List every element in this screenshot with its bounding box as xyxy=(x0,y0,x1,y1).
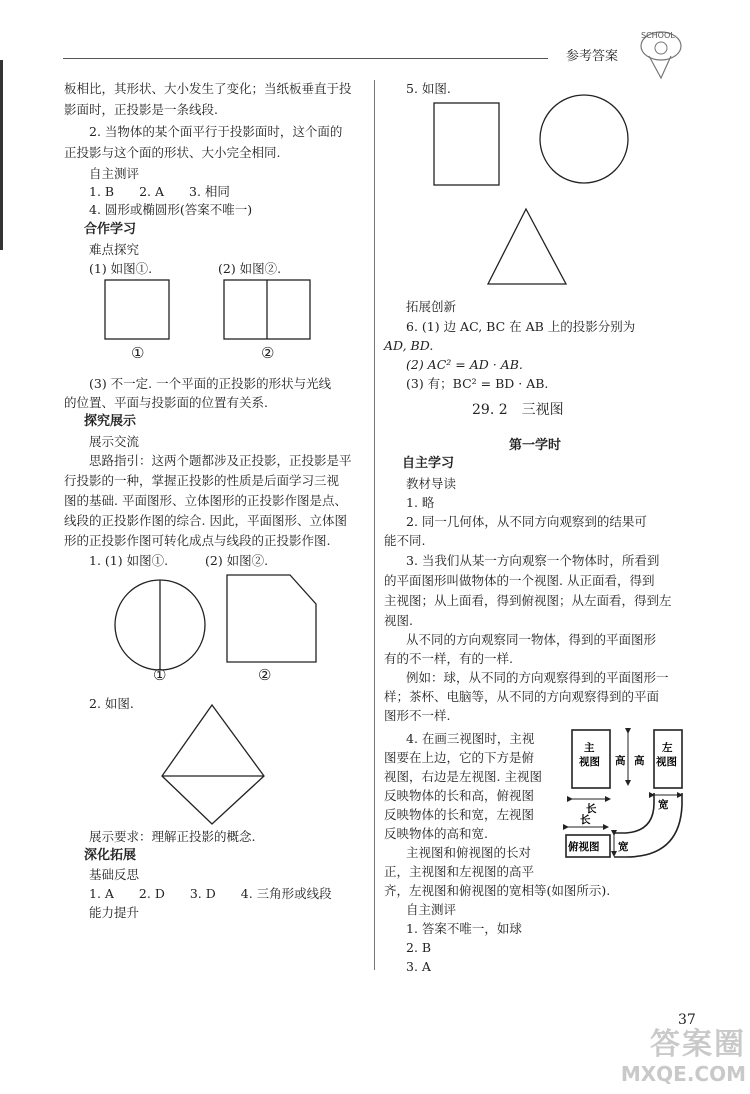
paragraph-5a: 例如：球，从不同的方向观察得到的平面图形一 xyxy=(406,670,669,685)
three-view-diagram xyxy=(562,725,712,860)
figure-caption-1: (1) 如图①. xyxy=(89,261,153,276)
square-figure-1 xyxy=(100,278,175,343)
subhead-display-exchange: 展示交流 xyxy=(89,434,140,449)
height-label-1: 高 xyxy=(615,755,626,767)
question-1-caption-a: 1. (1) 如图①. xyxy=(89,553,169,568)
watermark-line-1: 答案圈 xyxy=(650,1027,746,1062)
paragraph-6b: 图要在上边，它的下方是俯 xyxy=(384,750,535,765)
width-label-2: 宽 xyxy=(618,841,629,853)
rectangle-figure xyxy=(430,100,505,190)
subhead-ability: 能力提升 xyxy=(89,905,140,920)
circle-figure-right xyxy=(537,93,637,188)
circle-figure xyxy=(112,578,212,673)
question-6c: (2) AC² = AD · AB. xyxy=(406,357,523,372)
heading-deepen-expand: 深化拓展 xyxy=(84,848,137,863)
right-answer-3d: 视图. xyxy=(384,613,413,628)
answers-2: 4. 圆形或椭圆形(答案不唯一) xyxy=(89,202,253,217)
figure-mark-1: ① xyxy=(131,344,145,362)
header-title: 参考答案 xyxy=(566,49,619,64)
diamond-figure xyxy=(160,702,270,827)
guide-line-2: 行投影的一种，掌握正投影的性质是后面学习三视 xyxy=(64,473,340,488)
watermark xyxy=(618,1028,746,1092)
paragraph-5b: 样；茶杯、电脑等，从不同的方向观察得到的平面 xyxy=(384,689,660,704)
page-number: 37 xyxy=(678,1012,696,1028)
display-requirement: 展示要求：理解正投影的概念. xyxy=(89,829,256,844)
paragraph-7c: 齐，左视图和俯视图的宽相等(如图所示). xyxy=(384,883,611,898)
basic-answers: 1. A 2. D 3. D 4. 三角形或线段 xyxy=(89,886,332,901)
height-label-2: 高 xyxy=(634,755,645,767)
length-label-1: 长 xyxy=(586,803,597,815)
left-view-label-1: 左 xyxy=(662,742,673,754)
right-answer-3b: 的平面图形叫做物体的一个视图. 从正面看，得到 xyxy=(384,573,655,588)
top-view-label: 俯视图 xyxy=(568,841,600,853)
right-answer-2a: 2. 同一几何体，从不同方向观察到的结果可 xyxy=(406,514,647,529)
column-divider xyxy=(374,80,375,970)
pentagon-figure xyxy=(222,572,322,667)
left-line-2: 影面时，正投影是一条线段. xyxy=(64,102,218,117)
right-answer-2b: 能不同. xyxy=(384,533,426,548)
question-2-caption: 2. 如图. xyxy=(89,696,134,711)
figure-mark-2: ② xyxy=(261,344,275,362)
figure-mark-4: ② xyxy=(258,666,272,684)
subhead-self-test-2: 自主测评 xyxy=(406,902,457,917)
front-view-label-1: 主 xyxy=(584,742,595,754)
guide-line-5: 形的正投影作图可转化成点与线段的正投影作图. xyxy=(64,533,331,548)
subhead-textbook-guide: 教材导读 xyxy=(406,476,457,491)
school-logo xyxy=(635,28,691,80)
subhead-self-test-1: 自主测评 xyxy=(89,166,140,181)
paragraph-7b: 正，主视图和左视图的高平 xyxy=(384,864,535,879)
front-view-label-2: 视图 xyxy=(579,756,600,768)
question-5-caption: 5. 如图. xyxy=(406,81,451,96)
left-line-4: 正投影与这个面的形状、大小完全相同. xyxy=(64,145,281,160)
guide-line-1: 思路指引：这两个题都涉及正投影，正投影是平 xyxy=(89,453,352,468)
question-6d: (3) 有；BC² = BD · AB. xyxy=(406,376,549,391)
left-view-label-2: 视图 xyxy=(656,756,677,768)
length-label-2: 长 xyxy=(580,814,591,826)
left-line-1: 板相比，其形状、大小发生了变化；当纸板垂直于投 xyxy=(64,81,352,96)
right-answer-3c: 主视图；从上面看，得到俯视图；从左面看，得到左 xyxy=(384,593,672,608)
paragraph-6c: 视图，右边是左视图. 主视图 xyxy=(384,769,542,784)
paragraph-4b: 有的不一样，有的一样. xyxy=(384,651,513,666)
subhead-expand-innovate: 拓展创新 xyxy=(406,299,457,314)
right-answer-1: 1. 略 xyxy=(406,495,435,510)
right-answer-3a: 3. 当我们从某一方向观察一个物体时，所看到 xyxy=(406,553,660,568)
guide-line-4: 线段的正投影作图的综合. 因此，平面图形、立体图 xyxy=(64,513,347,528)
question-1-caption-b: (2) 如图②. xyxy=(205,553,269,568)
test-answer-1: 1. 答案不唯一，如球 xyxy=(406,921,522,936)
triangle-figure xyxy=(486,206,571,288)
guide-line-3: 图的基础. 平面图形、立体图形的正投影作图是点、 xyxy=(64,493,347,508)
paragraph-5c: 图形不一样. xyxy=(384,708,451,723)
figure-mark-3: ① xyxy=(153,666,167,684)
heading-explore-display: 探究展示 xyxy=(84,414,137,429)
paragraph-6f: 反映物体的高和宽. xyxy=(384,826,488,841)
paragraph-7a: 主视图和俯视图的长对 xyxy=(406,845,532,860)
logo-text: SCHOOL xyxy=(641,31,675,40)
paragraph-6d: 反映物体的长和高，俯视图 xyxy=(384,788,535,803)
header-rule xyxy=(63,58,548,59)
width-label-1: 宽 xyxy=(658,799,669,811)
subhead-difficulty: 难点探究 xyxy=(89,242,140,257)
test-answer-2: 2. B xyxy=(406,940,432,955)
binding-edge xyxy=(0,60,3,250)
heading-cooperative-learning: 合作学习 xyxy=(84,222,137,237)
paragraph-6e: 反映物体的长和宽，左视图 xyxy=(384,807,535,822)
paragraph-3a: (3) 不一定. 一个平面的正投影的形状与光线 xyxy=(89,376,332,391)
section-title: 29. 2 三视图 xyxy=(472,402,564,418)
paragraph-4a: 从不同的方向观察同一物体，得到的平面图形 xyxy=(406,632,657,647)
test-answer-3: 3. A xyxy=(406,959,431,974)
heading-self-study: 自主学习 xyxy=(402,456,455,471)
lesson-title: 第一学时 xyxy=(509,438,562,453)
left-line-3: 2. 当物体的某个面平行于投影面时，这个面的 xyxy=(89,124,343,139)
answers-1: 1. B 2. A 3. 相同 xyxy=(89,184,230,199)
question-6a: 6. (1) 边 AC, BC 在 AB 上的投影分别为 xyxy=(406,319,636,334)
watermark-line-2: MXQE.COM xyxy=(620,1062,746,1086)
question-6b: AD, BD. xyxy=(384,338,434,353)
figure-caption-2: (2) 如图②. xyxy=(218,261,282,276)
paragraph-6a: 4. 在画三视图时，主视 xyxy=(406,731,535,746)
square-figure-2 xyxy=(218,278,318,343)
paragraph-3b: 的位置、平面与投影面的位置有关系. xyxy=(64,395,268,410)
subhead-basic-reflection: 基础反思 xyxy=(89,867,140,882)
